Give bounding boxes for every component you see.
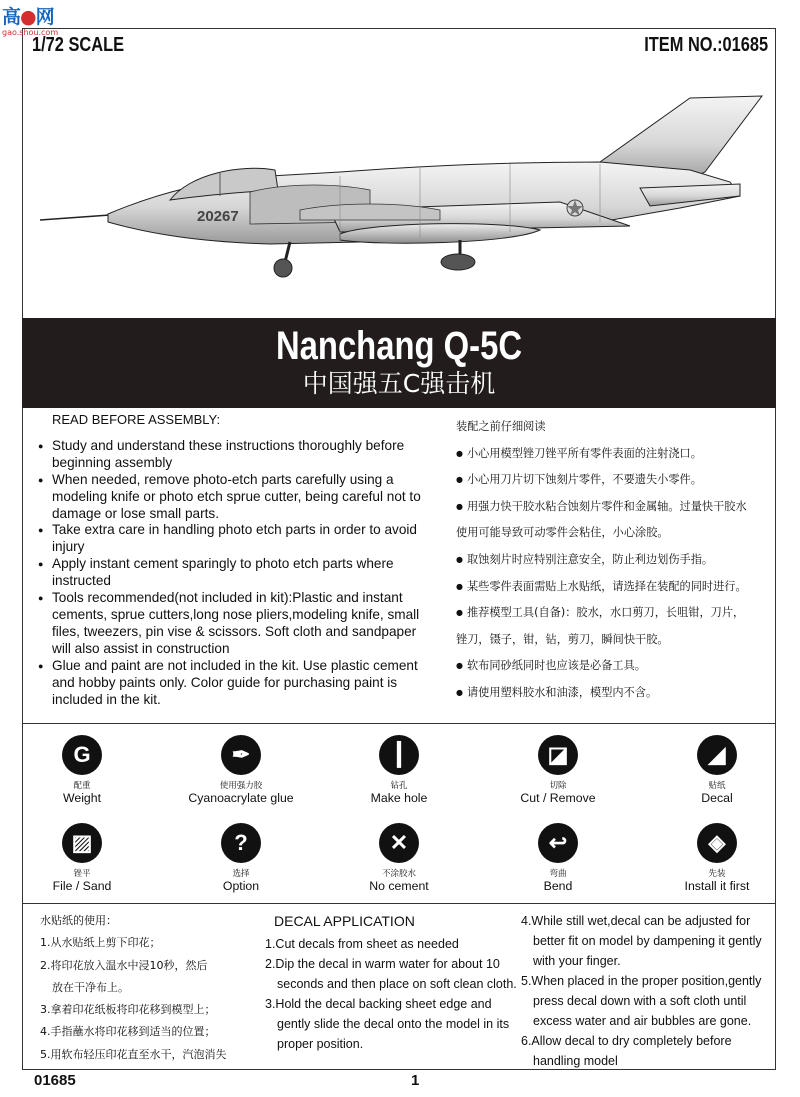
read-heading-cn: 装配之前仔细阅读 <box>456 420 546 433</box>
read-heading-en: READ BEFORE ASSEMBLY: <box>52 412 221 427</box>
scale-label: 1/72 SCALE <box>32 34 125 56</box>
decal-heading-en: DECAL APPLICATION <box>274 913 415 929</box>
title-chinese: 中国强五C强击机 <box>302 369 496 398</box>
symbol-weight: G 配重 Weight <box>17 735 147 805</box>
divider <box>22 903 776 904</box>
symbol-decal: ◢ 贴纸 Decal <box>652 735 782 805</box>
read-item: ● Tools recommended(not included in kit):Plastic and instant cements, sprue cutters,long nose pliers,modeling knife, small files, tweezers, pin vise & scissors. Soft cloth and sandpaper will also assist in construction <box>38 590 438 658</box>
read-item-cn: ● 小心用刀片切下蚀刻片零件，不要遗失小零件。 <box>456 467 776 494</box>
read-item-cn: ● 取蚀刻片时应特别注意安全，防止利边划伤手指。 <box>456 547 776 574</box>
bend-icon: ↩ <box>538 823 578 863</box>
symbol-bend: ↩ 弯曲 Bend <box>493 823 623 893</box>
read-item-cn: ● 小心用模型锉刀锉平所有零件表面的注射浇口。 <box>456 441 776 468</box>
symbol-no-cement: ✕ 不涂胶水 No cement <box>334 823 464 893</box>
decal-icon: ◢ <box>697 735 737 775</box>
page-number: 1 <box>411 1072 420 1089</box>
symbol-cut-remove: ◪ 切除 Cut / Remove <box>493 735 623 805</box>
decal-application-en-cont: 4.While still wet,decal can be adjusted for better fit on model by dampening it gently with your finger. 5.When placed in the proper position,gently press decal down with a soft cloth until excess water and air bubbles are gone. 6.Allow decal to dry completely before handling model <box>521 914 762 1068</box>
drill-icon: ┃ <box>379 735 419 775</box>
read-item-cn: ● 请使用塑料胶水和油漆，模型内不含。 <box>456 680 776 707</box>
title-english: Nanchang Q-5C <box>275 324 523 368</box>
decal-heading-cn: 水贴纸的使用： <box>40 914 117 927</box>
file-icon: ▨ <box>62 823 102 863</box>
symbol-file-sand: ▨ 锉平 File / Sand <box>17 823 147 893</box>
option-icon: ? <box>221 823 261 863</box>
cut-icon: ◪ <box>538 735 578 775</box>
symbol-cyanoacrylate-glue: ✒ 使用强力胶 Cyanoacrylate glue <box>176 735 306 805</box>
read-item: ● Glue and paint are not included in the kit. Use plastic cement and hobby paints only. Color guide for purchasing paint is included in the kit. <box>38 658 438 709</box>
aircraft-illustration <box>40 92 770 292</box>
read-item-cn-cont: 锉刀，镊子，钳，钻，剪刀，瞬间快干胶。 <box>456 632 669 646</box>
read-item-cn: ● 推荐模型工具(自备)：胶水，水口剪刀，长咀钳，刀片， <box>456 600 776 627</box>
symbol-make-hole: ┃ 钻孔 Make hole <box>334 735 464 805</box>
read-item-cn: ● 用强力快干胶水粘合蚀刻片零件和金属轴。过量快干胶水 <box>456 494 776 521</box>
read-item-cn: ● 某些零件表面需贴上水贴纸，请选择在装配的同时进行。 <box>456 574 776 601</box>
read-item: ● Study and understand these instructions thoroughly before beginning assembly <box>38 438 438 472</box>
read-before-assembly-en <box>38 412 438 708</box>
site-logo: 高●网 gao.shou.com <box>2 6 59 37</box>
glue-icon: ✒ <box>221 735 261 775</box>
read-item-cn-cont: 使用可能导致可动零件会粘住，小心涂胶。 <box>456 526 669 540</box>
symbol-option: ? 选择 Option <box>176 823 306 893</box>
read-item-cn: ● 软布同砂纸同时也应该是必备工具。 <box>456 653 776 680</box>
read-item: ● When needed, remove photo-etch parts carefully using a modeling knife or photo etch sprue cutter, being careful not to damage or lose small parts. <box>38 472 438 523</box>
read-item: ● Take extra care in handling photo etch parts in order to avoid injury <box>38 522 438 556</box>
aircraft-serial: 20267 <box>197 208 239 225</box>
install-first-icon: ◈ <box>697 823 737 863</box>
divider <box>22 723 776 724</box>
title-banner <box>22 318 776 408</box>
weight-icon: G <box>62 735 102 775</box>
decal-application-cn: 水贴纸的使用： 1.从水贴纸上剪下印花； 2.将印花放入温水中浸10秒，然后 放在干净布上。 3.拿着印花纸板将印花移到模型上； 4.手指蘸水将印花移到适当的位置； 5.用软布轻压印花直至水干，汽泡消失 <box>40 910 227 1066</box>
read-item: ● Apply instant cement sparingly to photo etch parts where instructed <box>38 556 438 590</box>
no-cement-icon: ✕ <box>379 823 419 863</box>
read-before-assembly-cn <box>456 414 776 707</box>
decal-application-en: DECAL APPLICATION 1.Cut decals from sheet as needed 2.Dip the decal in warm water for about 10 seconds and then place on soft clean cloth. 3.Hold the decal backing sheet edge and gently slide the decal onto the model in its proper position. <box>265 911 520 1054</box>
symbol-install-first: ◈ 先装 Install it first <box>652 823 782 893</box>
footer-code: 01685 <box>34 1072 76 1089</box>
item-number: ITEM NO.:01685 <box>644 34 768 56</box>
